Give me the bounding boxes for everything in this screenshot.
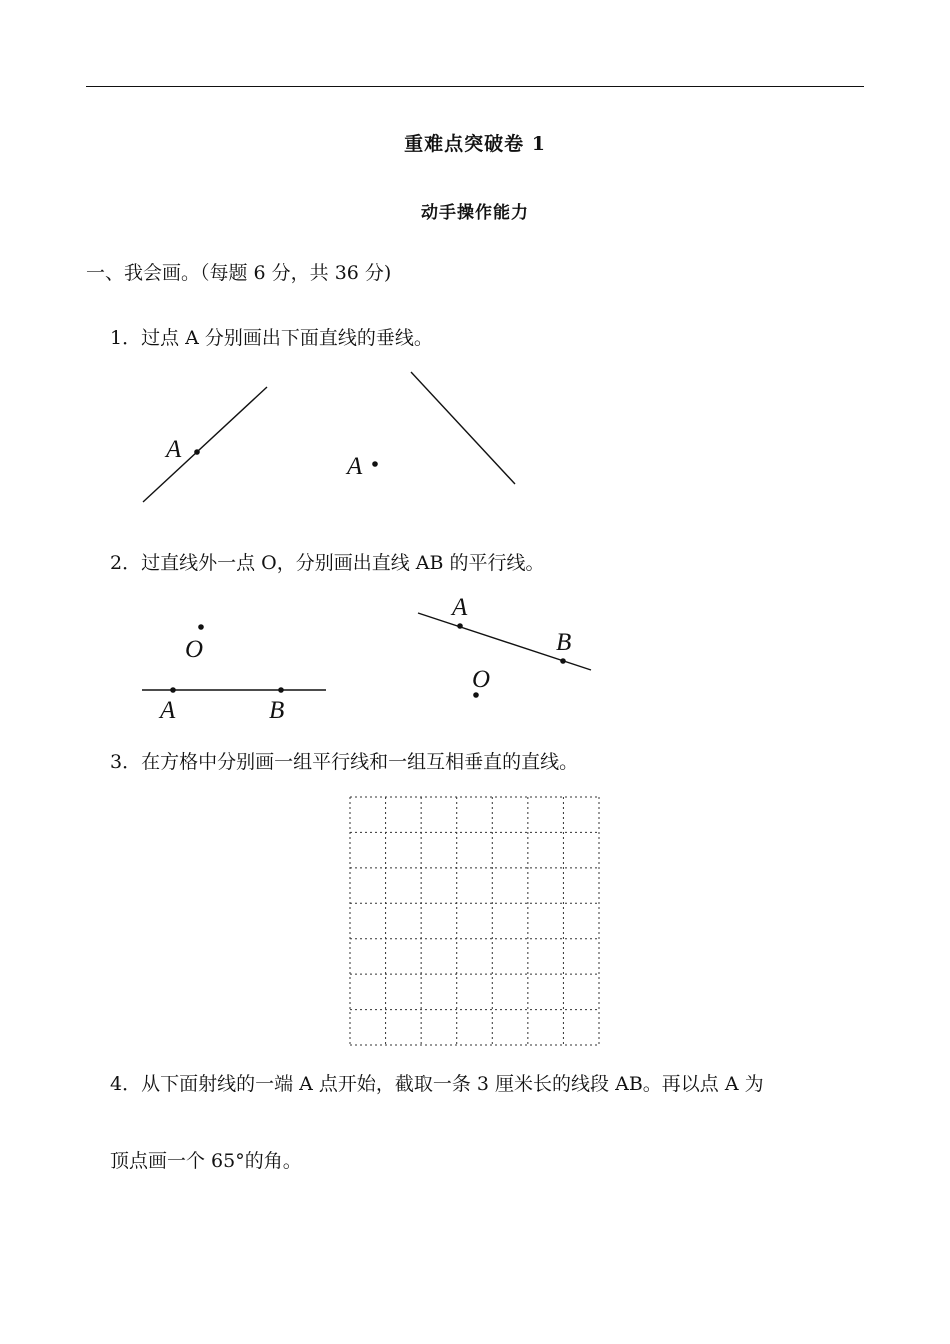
q1-point-a-left <box>194 449 200 455</box>
q1-line-left <box>143 387 267 502</box>
question-3: 3．在方格中分别画一组平行线和一组互相垂直的直线。 <box>110 751 579 773</box>
q1-label-a-left: A <box>166 436 182 463</box>
q1-line-right <box>411 372 515 484</box>
question-4-continuation: 顶点画一个 65°的角。 <box>110 1150 302 1172</box>
q2-point-o-left <box>198 624 204 630</box>
q2-point-b-left <box>278 687 284 693</box>
q1-figure-right <box>345 372 515 484</box>
q2-figure-left <box>142 624 326 724</box>
q2-label-a-left: A <box>160 697 176 724</box>
q1-point-a-right <box>372 461 378 467</box>
q2-figure-right <box>418 594 591 698</box>
page-subtitle: 动手操作能力 <box>421 203 529 223</box>
q2-label-o-left: O <box>185 636 204 663</box>
q2-point-a-right <box>457 623 463 629</box>
q2-point-a-left <box>170 687 176 693</box>
q3-dotted-grid <box>350 797 599 1045</box>
question-1: 1．过点 A 分别画出下面直线的垂线。 <box>110 327 433 349</box>
q2-label-a-right: A <box>452 594 468 621</box>
q2-label-o-right: O <box>472 666 491 693</box>
page-title: 重难点突破卷 1 <box>404 133 546 155</box>
q2-label-b-right: B <box>556 629 572 656</box>
q2-point-o-right <box>473 692 479 698</box>
question-2: 2．过直线外一点 O，分别画出直线 AB 的平行线。 <box>110 552 545 574</box>
q2-label-b-left: B <box>269 697 285 724</box>
q2-point-b-right <box>560 658 566 664</box>
q1-figure-left <box>143 387 267 502</box>
question-4: 4．从下面射线的一端 A 点开始，截取一条 3 厘米长的线段 AB。再以点 A 为 <box>110 1073 764 1095</box>
section-heading: 一、我会画。（每题 6 分，共 36 分) <box>86 262 392 284</box>
q1-label-a-right: A <box>347 453 363 480</box>
